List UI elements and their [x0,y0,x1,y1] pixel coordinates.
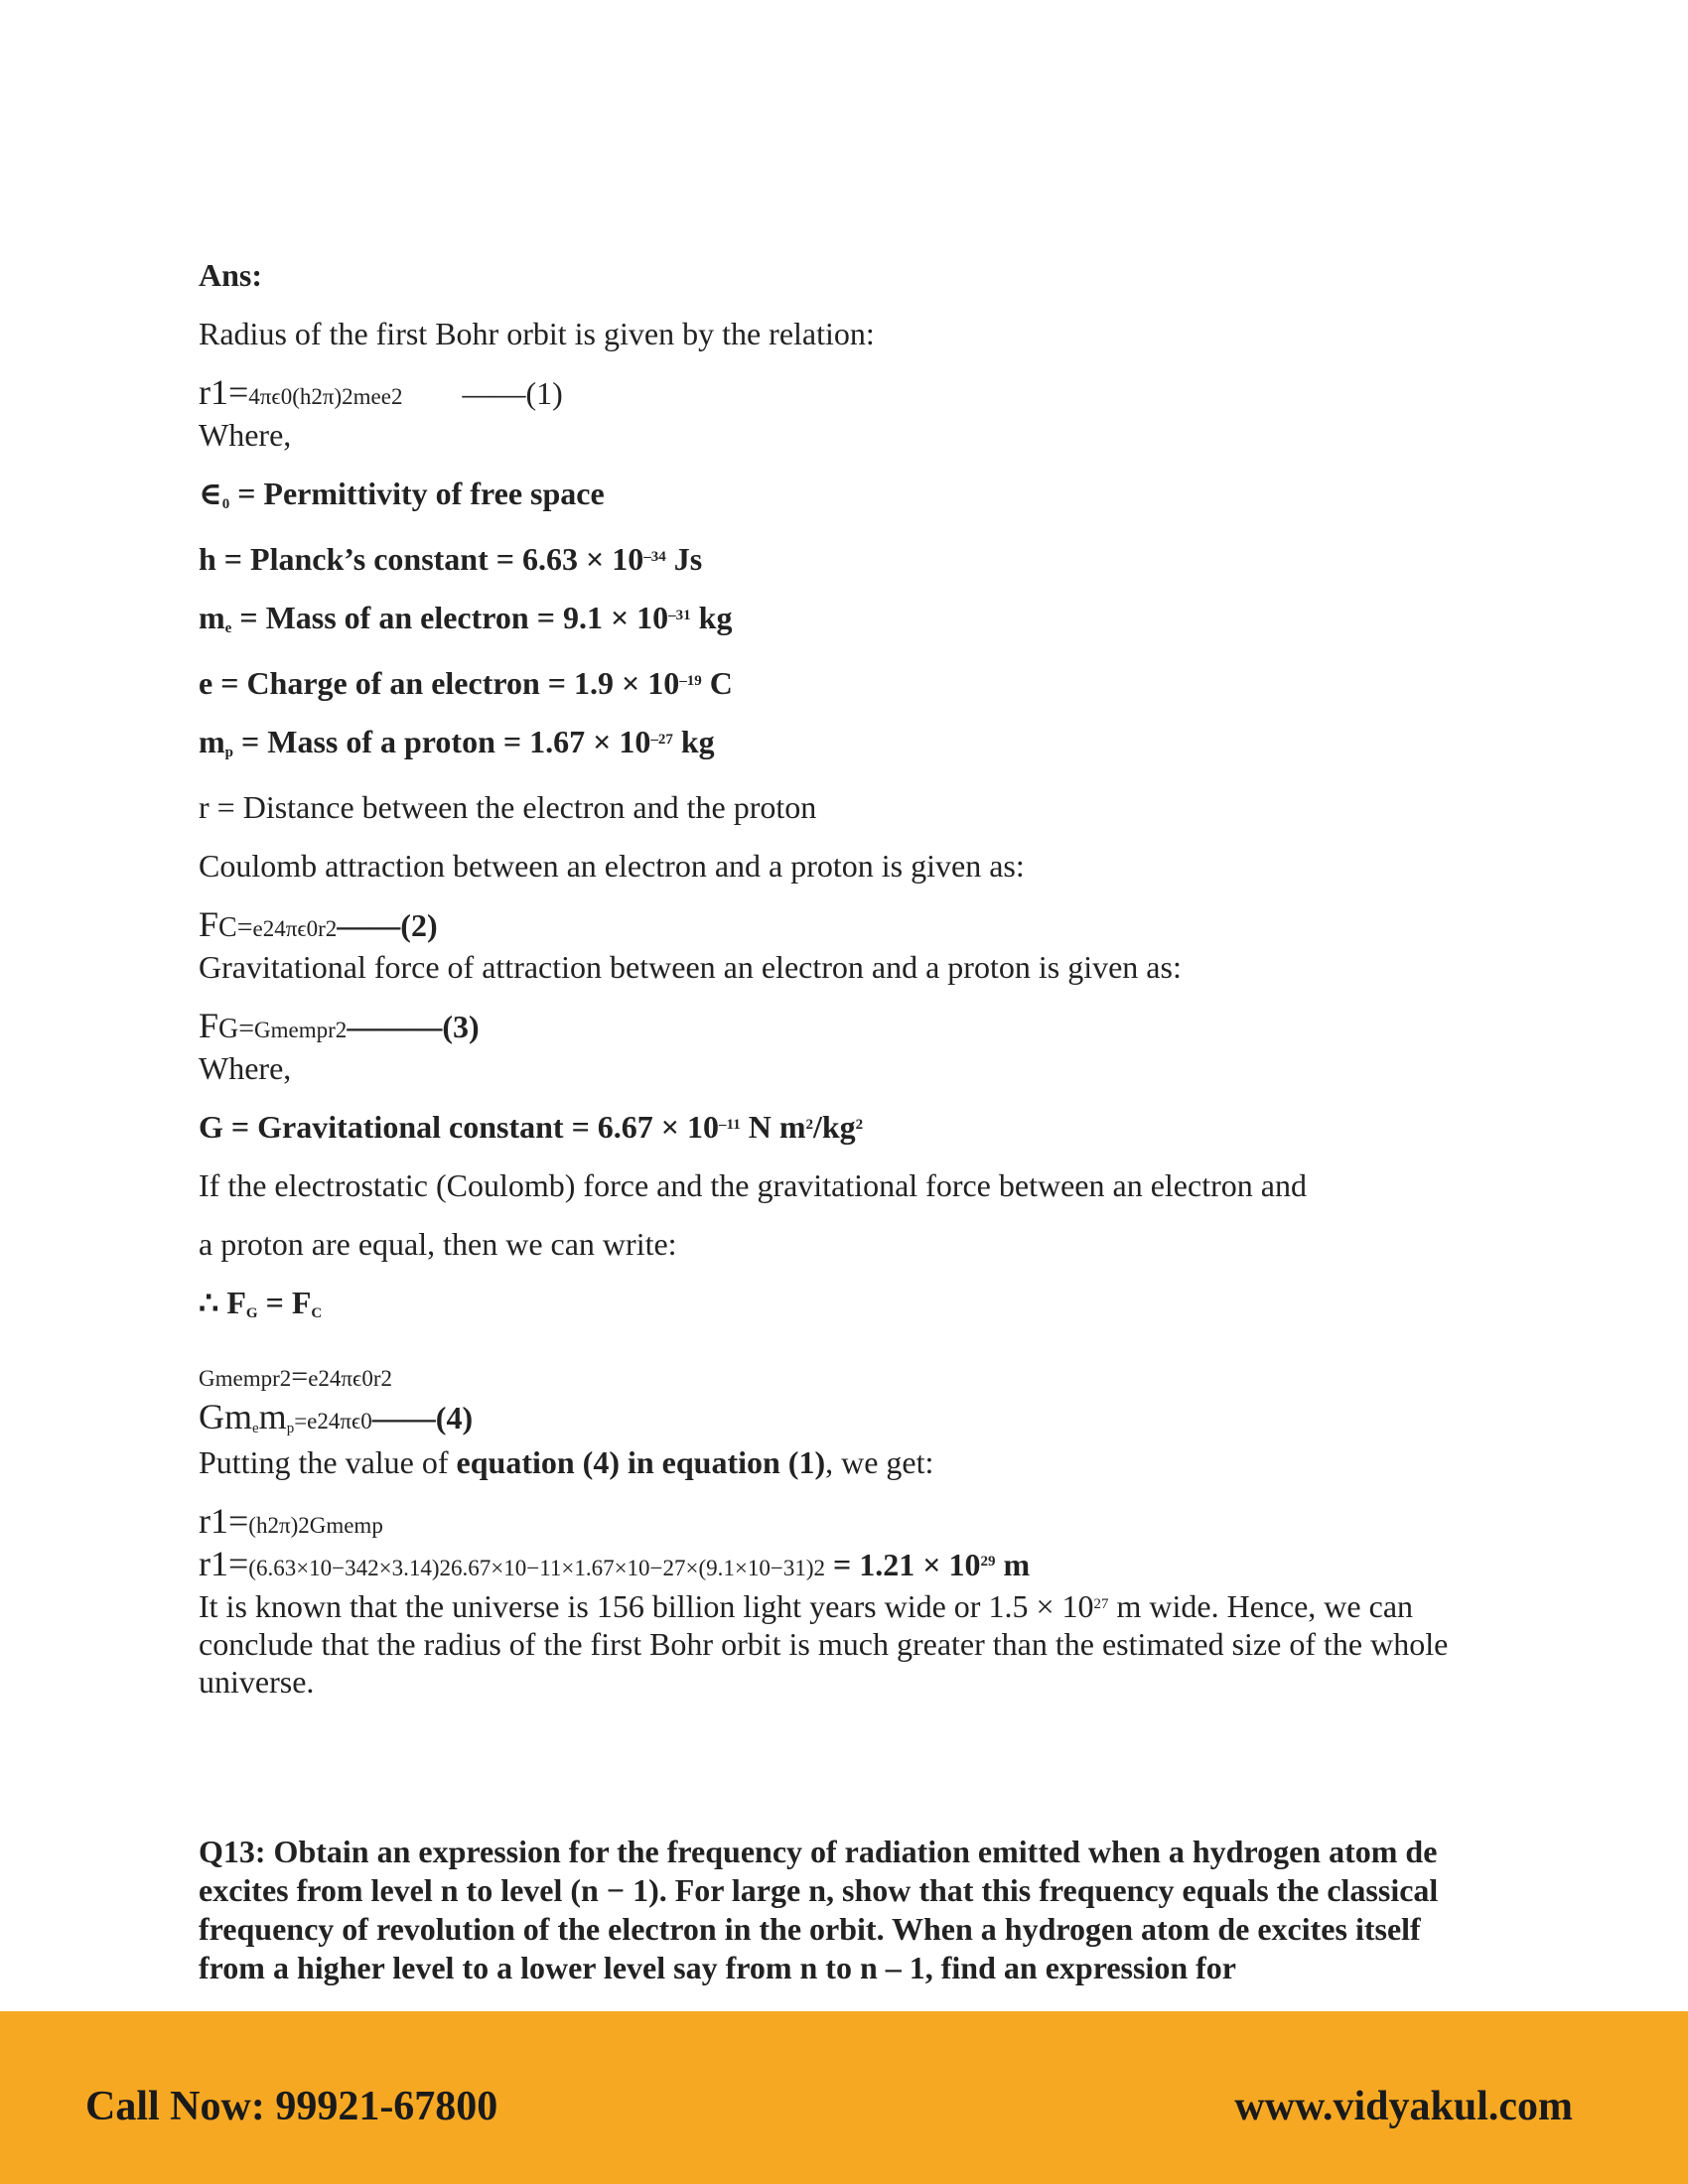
equation-1: r1=4πϵ0(h2π)2mee2 ——(1) [199,372,563,412]
website-link[interactable]: www.vidyakul.com [1234,2084,1573,2129]
def-gravitational-constant: G = Gravitational constant = $6.67 \times 10^{-11}$ N $m^2/kg^2$ [199,1109,864,1145]
def-electron-mass: $m_e$ = Mass of an electron = $9.1 \times 10^{-31}$ kg [199,600,733,636]
call-now-text[interactable]: Call Now: 99921-67800 [85,2084,498,2129]
def-charge: e = Charge of an electron = $1.9 \times 10^{-19}$ C [199,665,733,701]
equation-6: $r1=(6.63\times 10-342\times 3.14)26.67\times 10-11\times 1.67\times 10-27\times(9.1\times 10-31)2 = 1.21 \times 10^{29}$ m [199,1544,1031,1583]
coulomb-intro: Coulomb attraction between an electron and a proton is given as: [199,848,1025,884]
def-permittivity: $\in_0$ = Permittivity of free space [199,476,605,512]
conclusion-paragraph: It is known that the universe is 156 billion light years wide or $1.5 \times 10^{27}$ m wide. Hence, we can conclude that the radius of the first Bohr orbit is much greater than the estimated size of the whole universe. [199,1588,1449,1700]
equality-line-1: If the electrostatic (Coulomb) force and the gravitational force between an electron and [199,1167,1307,1203]
where-label-1: Where, [199,417,292,453]
def-planck: h = Planck’s constant = $6.63 \times 10^{-34}$ Js [199,541,703,577]
equality-line-2: a proton are equal, then we can write: [199,1226,677,1262]
where-label-2: Where, [199,1050,292,1086]
def-proton-mass: $m_p$ = Mass of a proton = $1.67 \times 10^{-27}$ kg [199,724,715,760]
equation-equal-forces: Gmempr2=e24πϵ0r2 [199,1360,392,1393]
answer-body [199,256,1489,1701]
grav-intro: Gravitational force of attraction between an electron and a proton is given as: [199,949,1182,985]
equation-2: FC=e24πϵ0r2——(2) [199,904,438,944]
intro-text: Radius of the first Bohr orbit is given by the relation: [199,316,875,351]
answer-label: Ans: [199,257,263,293]
putting-statement: Putting the value of equation (4) in equation (1), we get: [199,1444,934,1480]
equation-4: $Gm_em_p=e24\pi\epsilon 0——(4)$ [199,1397,474,1436]
footer-banner [0,2011,1688,2184]
def-distance: r = Distance between the electron and the proton [199,789,817,825]
question-13: Q13: Obtain an expression for the frequency of radiation emitted when a hydrogen atom de excites from level n to level (n − 1). For large n, show that this frequency equals the classical frequency of revolution of the electron in the orbit. When a hydrogen atom de excites itself from a higher level to a lower level say from n to n – 1, find an expression for [199,1834,1439,1985]
therefore-statement: ∴ $F_G = F_C$ [199,1285,323,1321]
equation-3: FG=Gmempr2———(3) [199,1006,480,1045]
equation-5: r1=(h2π)2Gmemp [199,1501,383,1541]
